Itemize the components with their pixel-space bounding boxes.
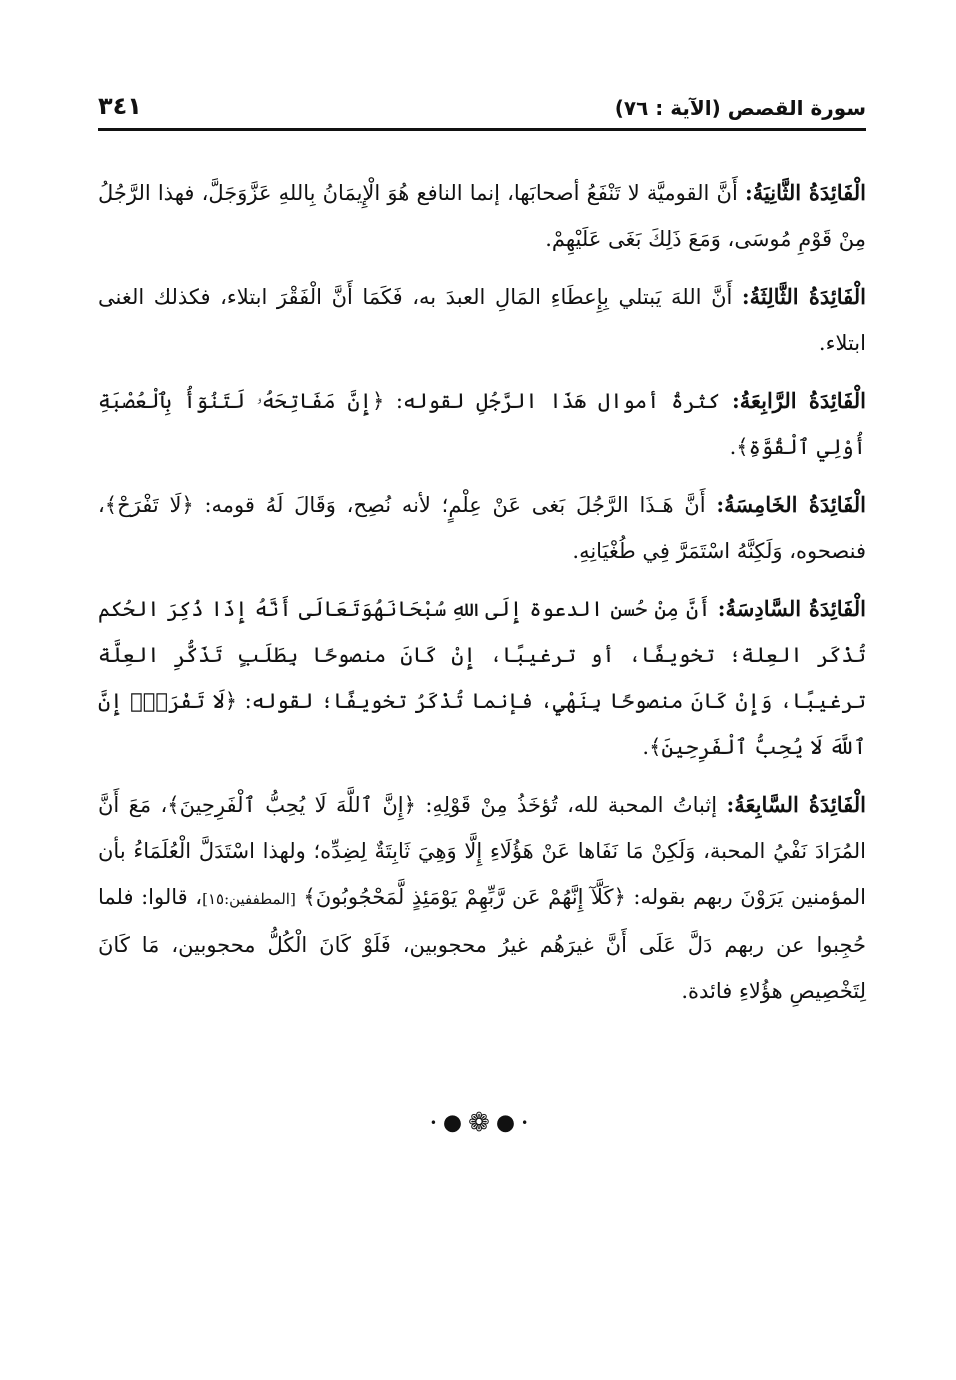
section-separator <box>98 1108 866 1138</box>
benefit-text-continued: ، قالوا: فلما حُجِبوا عن ربهم دَلَّ عَلَى أَنَّ غيرَهُم غيرُ محجوبين، فَلَوْ كَانَ الْكُلُّ محجوبين، مَا كَانَ لِتَخْصِيصِ هؤُلاءِ فائدة. <box>98 885 866 1003</box>
separator-dot-icon: • <box>521 1116 535 1130</box>
paragraph-benefit-6 <box>98 586 866 770</box>
page-number: ٣٤١ <box>98 92 142 120</box>
paragraph-benefit-7 <box>98 782 866 1014</box>
benefit-text: كثرةُ أموال هَذَا الرَّجُلِ لقوله: ﴿إِنَّ مَفَاتِحَهُۥ لَتَنُوٓأُ بِٱلْعُصْبَةِ أُوْلِي ٱلْقُوَّةِ﴾. <box>98 389 866 459</box>
separator-dot-icon: ● <box>495 1110 522 1136</box>
benefit-title: الْفَائِدَةُ الرَّابِعَةُ: <box>731 388 867 413</box>
benefit-title: الْفَائِدَةُ الثَّانِيَةُ: <box>744 180 867 205</box>
surah-title: سورة القصص (الآية : ٧٦) <box>614 96 866 120</box>
header-rule <box>98 128 866 131</box>
benefit-text: أَنَّ هَـذَا الرَّجُلَ بَغى عَنْ عِلْمٍ؛ لأنه نُصِح، وَقَالَ لَهُ قومه: ﴿لَا تَفْرَحْ﴾، فنصحوه، وَلَكِنَّهُ اسْتَمَرَّ فِي طُغْيَانِهِ. <box>98 493 866 563</box>
benefit-text: إثباتُ المحبة لله، تُؤخَذُ مِنْ قَوْلِهِ: ﴿إِنَّ ٱللَّهَ لَا يُحِبُّ ٱلْفَرِحِينَ﴾، مَعَ أَنَّ المُرَادَ نَفْيُ المحبة، وَلَكِنْ مَا نَفَاها عَنْ هَؤُلَاءِ إِلَّا وَهِيَ ثَابِتَةٌ لِضِدِّه؛ ولهذا اسْتَدَلَّ الْعُلَمَاءُ بأن المؤمنين يَرَوْنَ ربهم بقوله: ﴿كَلَّآ إِنَّهُمْ عَن رَّبِّهِمْ يَوْمَئِذٍ لَّمَحْجُوبُونَ﴾ <box>98 793 866 909</box>
benefit-text: أَنَّ مِنْ حُسن الدعوة إِلَى اللهِ سُبْحَانَهُوَتَعَالَى أَنَّهُ إِذَا ذُكِرَ الحُكم تُذْكَر العِلة؛ تخويفًا، أو ترغيبًا، إِنْ كَانَ منصوحًا بِطَلَبٍ تَذَكُّرِ العِلَّة ترغيبًا، وَإِنْ كَانَ منصوحًا بِنَهْيٍ، فإنما تُذْكَرُ تخويفًا؛ لقوله: ﴿لَا تَفْرَحْۖ إِنَّ ٱللَّهَ لَا يُحِبُّ ٱلْفَرِحِينَ﴾. <box>98 597 866 759</box>
separator-ornament-icon: ❁ <box>468 1108 496 1138</box>
page-header <box>98 92 866 126</box>
verse-reference: [المطففين:١٥] <box>202 890 296 908</box>
paragraph-benefit-4 <box>98 378 866 470</box>
separator-dot-icon: • <box>429 1116 443 1130</box>
page-content <box>98 170 866 1026</box>
benefit-title: الْفَائِدَةُ السَّادِسَةُ: <box>717 596 866 621</box>
benefit-text: أَنَّ اللهَ يَبتلي بِإِعطَاءِ المَالِ العبدَ به، فَكَمَا أَنَّ الْفَقْرَ ابتلاء، فكذلك الغنى ابتلاء. <box>98 285 866 355</box>
paragraph-benefit-3 <box>98 274 866 366</box>
benefit-title: الْفَائِدَةُ الثَّالِثَةُ: <box>741 284 866 309</box>
separator-dot-icon: ● <box>442 1110 469 1136</box>
benefit-title: الْفَائِدَةُ الخَامِسَةُ: <box>716 492 867 517</box>
paragraph-benefit-5 <box>98 482 866 574</box>
benefit-text: أَنَّ القوميَّة لا تَنْفَعُ أصحابَها، إنما النافع هُوَ الْإِيمَانُ بِاللهِ عَزَّوَجَلَّ، فهذا الرَّجُلُ مِنْ قَوْمِ مُوسَى، وَمَعَ ذَلِكَ بَغَى عَلَيْهِمْ. <box>98 181 866 251</box>
paragraph-benefit-2 <box>98 170 866 262</box>
benefit-title: الْفَائِدَةُ السَّابِعَةُ: <box>726 792 866 817</box>
